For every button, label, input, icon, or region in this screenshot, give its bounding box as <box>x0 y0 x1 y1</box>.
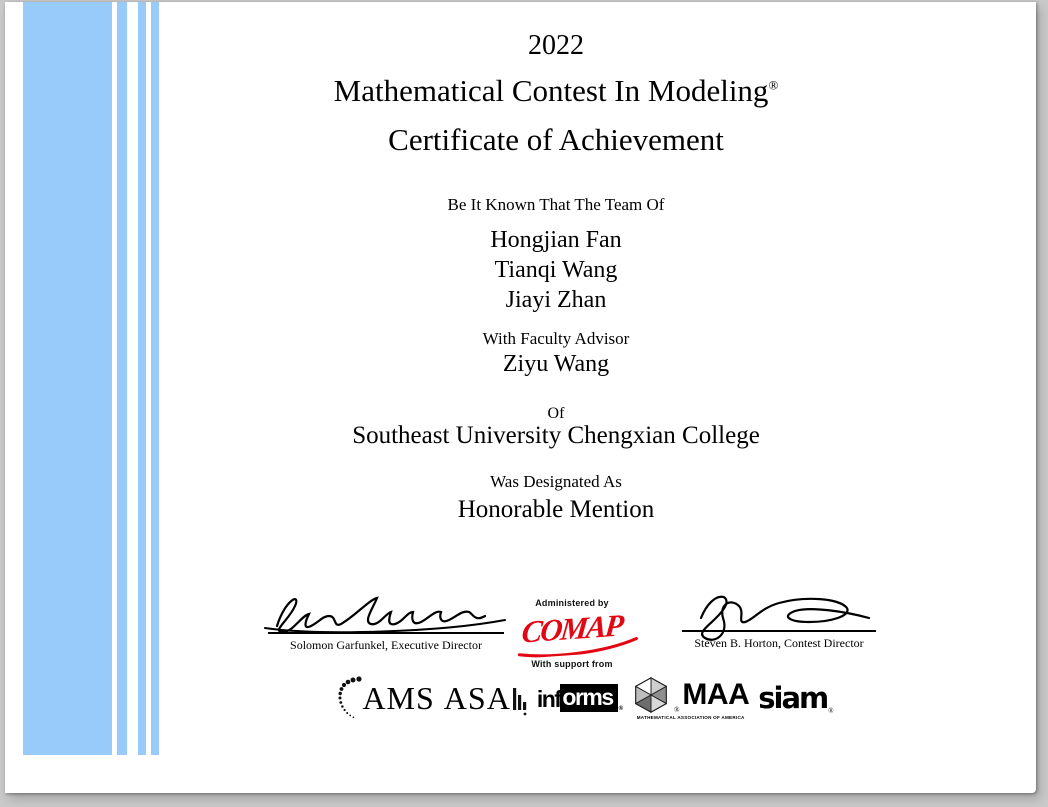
designation-label: Was Designated As <box>490 472 622 491</box>
signature-line <box>682 630 876 632</box>
contest-director-name: Steven B. Horton, Contest Director <box>694 636 864 650</box>
ams-logo <box>338 675 434 721</box>
designation-value: Honorable Mention <box>457 496 655 523</box>
registered-trademark-symbol: ® <box>768 77 779 93</box>
certificate-year: 2022 <box>528 30 584 61</box>
maa-icosahedron-icon <box>632 676 670 714</box>
ams-dots-icon <box>338 675 362 721</box>
team-member-1: Hongjian Fan <box>490 227 622 253</box>
certificate-subtitle: Certificate of Achievement <box>388 122 724 157</box>
maa-logo <box>632 676 749 720</box>
left-stripe-thin-1 <box>117 2 127 755</box>
advisor-name: Ziyu Wang <box>502 351 610 377</box>
certificate-title-text: Mathematical Contest In Modeling <box>333 73 769 108</box>
siam-logo-text: siam <box>758 681 828 715</box>
maa-logo-text: MAA <box>682 678 750 711</box>
garfunkel-signature-image <box>261 584 511 646</box>
informs-logo-box: orms <box>560 684 617 712</box>
team-member-2: Tianqi Wang <box>494 257 618 283</box>
team-member-list <box>77 225 1035 315</box>
of-label: Of <box>547 405 565 422</box>
left-stripe-thin-2 <box>138 2 146 755</box>
informs-registered-symbol: ® <box>618 706 624 712</box>
institution-name: Southeast University Chengxian College <box>352 422 760 449</box>
informs-logo-prefix: inf <box>536 686 561 712</box>
sponsor-logo-row <box>353 671 834 725</box>
maa-registered-symbol: ® <box>674 706 680 714</box>
with-support-from-label: With support from <box>531 659 613 669</box>
maa-logo-row <box>632 676 749 714</box>
administered-by-label: Administered by <box>535 598 609 608</box>
advisor-label: With Faculty Advisor <box>482 329 630 348</box>
comap-logo-text: COMAP <box>519 607 624 650</box>
administration-block <box>477 598 667 669</box>
asa-logo <box>444 680 528 717</box>
comap-logo <box>520 608 623 661</box>
asa-logo-text: ASA <box>443 679 511 716</box>
team-member-3: Jiayi Zhan <box>505 287 607 313</box>
executive-director-name: Solomon Garfunkel, Executive Director <box>290 638 482 652</box>
intro-line: Be It Known That The Team Of <box>447 195 665 214</box>
asa-bars-icon <box>512 686 528 716</box>
maa-caption: MATHEMATICAL ASSOCIATION OF AMERICA <box>636 715 745 720</box>
contest-director-signature-block <box>679 588 879 651</box>
left-stripe-thin-3 <box>151 2 159 755</box>
siam-registered-symbol: ® <box>828 707 834 715</box>
siam-logo <box>758 681 833 715</box>
certificate-title <box>77 73 1035 109</box>
left-stripe-band <box>23 2 112 755</box>
certificate-page <box>5 2 1036 793</box>
executive-director-signature-block <box>261 584 511 653</box>
ams-logo-text: AMS <box>362 679 435 716</box>
informs-logo <box>537 684 623 712</box>
